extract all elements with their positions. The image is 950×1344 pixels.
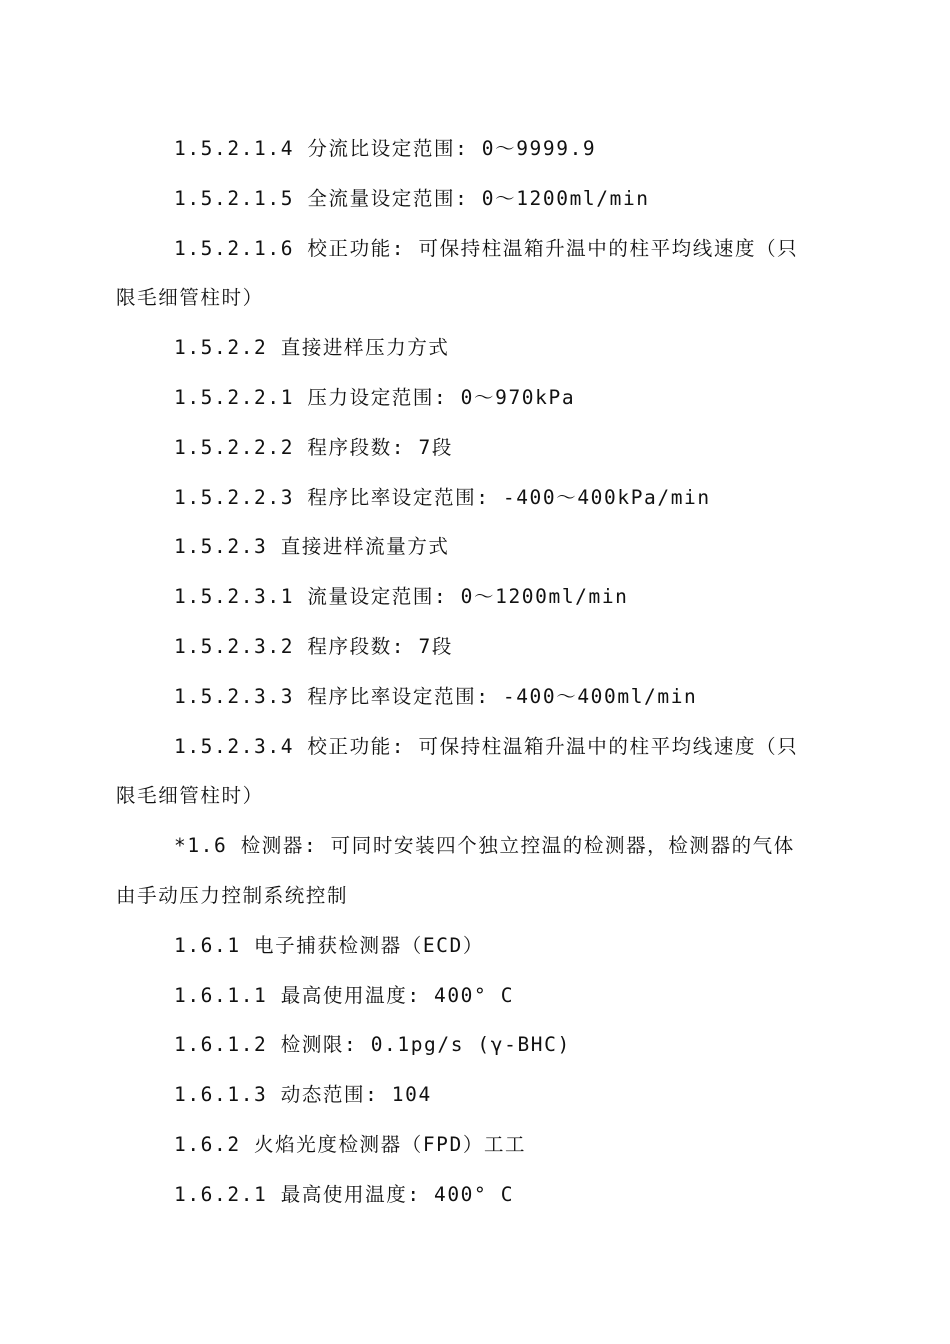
spec-line: 1.5.2.3.2 程序段数: 7段 (174, 634, 453, 658)
spec-line: 1.5.2.2.2 程序段数: 7段 (174, 435, 453, 459)
section-heading: 1.6.2 火焰光度检测器（FPD）工工 (174, 1132, 527, 1156)
spec-line: 1.5.2.1.5 全流量设定范围: 0～1200ml/min (174, 186, 650, 210)
spec-line: 1.5.2.2.3 程序比率设定范围: -400～400kPa/min (174, 485, 711, 509)
spec-line-continuation: 限毛细管柱时） (116, 784, 264, 808)
spec-line: 1.5.2.3.3 程序比率设定范围: -400～400ml/min (174, 684, 698, 708)
spec-line: 1.5.2.2.1 压力设定范围: 0～970kPa (174, 385, 576, 409)
section-heading: 1.5.2.2 直接进样压力方式 (174, 336, 450, 360)
document-body (116, 124, 861, 1220)
section-heading: 1.6.1 电子捕获检测器（ECD） (174, 933, 484, 957)
spec-line: 1.5.2.3.1 流量设定范围: 0～1200ml/min (174, 585, 629, 609)
spec-line: 1.6.1.1 最高使用温度: 400° C (174, 983, 515, 1007)
spec-line: 1.6.1.2 检测限: 0.1pg/s (γ-BHC) (174, 1033, 571, 1057)
section-heading: 1.5.2.3 直接进样流量方式 (174, 535, 450, 559)
section-heading: *1.6 检测器: 可同时安装四个独立控温的检测器，检测器的气体 (174, 834, 795, 858)
spec-line: 1.5.2.1.4 分流比设定范围: 0～9999.9 (174, 137, 597, 160)
spec-line: 1.6.1.3 动态范围: 104 (174, 1083, 432, 1107)
spec-line-continuation: 限毛细管柱时） (116, 286, 264, 310)
spec-line: 1.5.2.1.6 校正功能: 可保持柱温箱升温中的柱平均线速度（只 (174, 236, 799, 260)
spec-line-continuation: 由手动压力控制系统控制 (116, 883, 349, 907)
spec-line: 1.5.2.3.4 校正功能: 可保持柱温箱升温中的柱平均线速度（只 (174, 734, 799, 758)
spec-line: 1.6.2.1 最高使用温度: 400° C (174, 1182, 515, 1206)
